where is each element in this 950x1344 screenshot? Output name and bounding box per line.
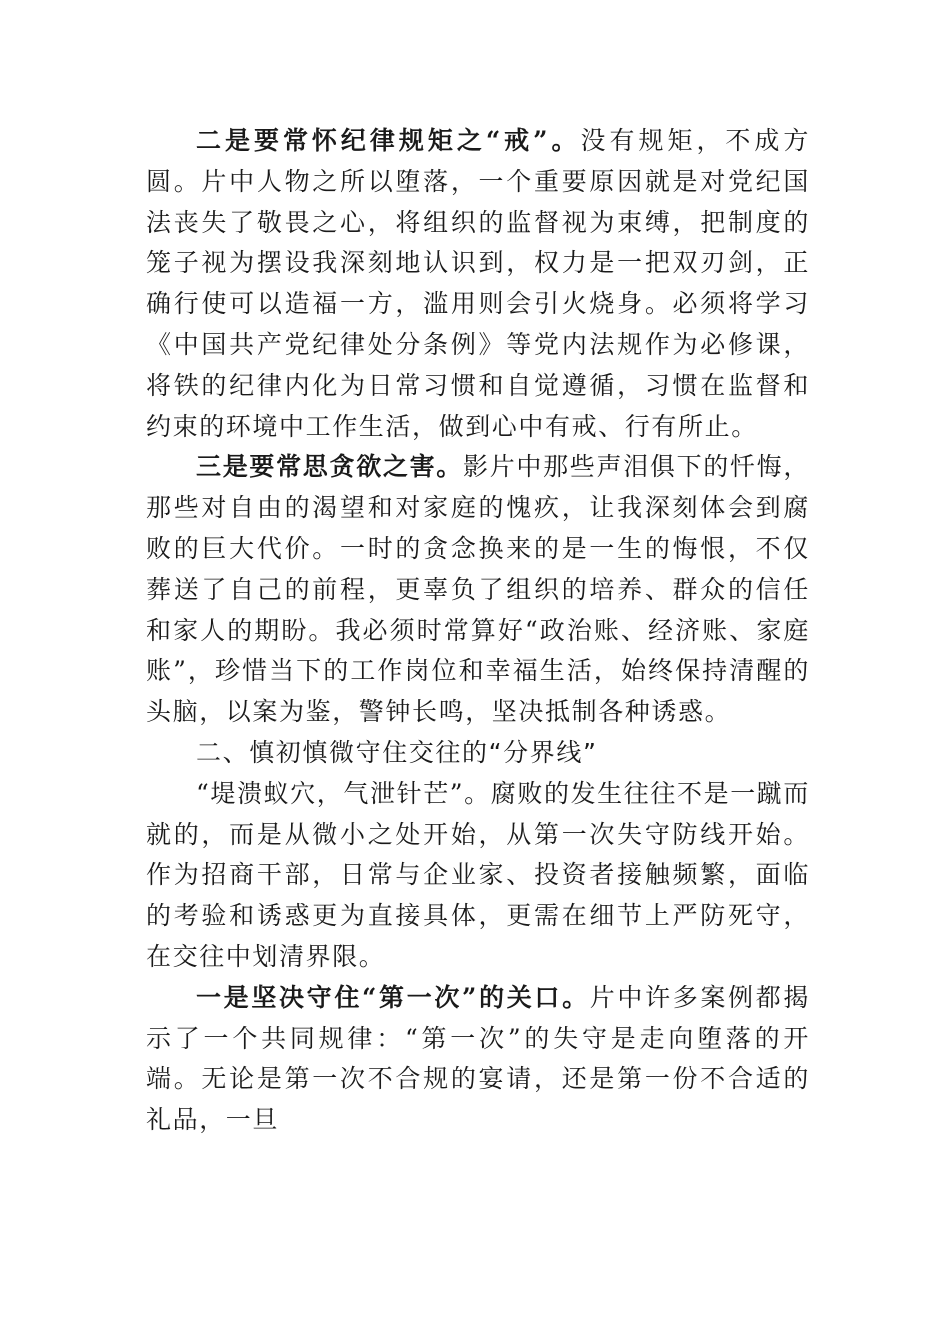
paragraph-text: “堤溃蚁穴，气泄针芒”。腐败的发生往往不是一蹴而就的，而是从微小之处开始，从第一次失守防线开始。作为招商干部，日常与企业家、投资者接触频繁，面临的考验和诱惑更为直接具体，更需在细节上严防死守，在交往中划清界限。 bbox=[146, 778, 810, 971]
paragraph-greed bbox=[146, 447, 810, 733]
paragraph-discipline bbox=[146, 121, 810, 447]
paragraph-lead: 三是要常思贪欲之害。 bbox=[196, 452, 463, 482]
paragraph-text: 片中许多案例都揭示了一个共同规律：“第一次”的失守是走向堕落的开端。无论是第一次不合规的宴请，还是第一份不合适的礼品，一旦 bbox=[146, 982, 810, 1135]
document-body bbox=[146, 121, 810, 1141]
paragraph-lead: 一是坚决守住“第一次”的关口。 bbox=[196, 982, 590, 1012]
paragraph-intro bbox=[146, 774, 810, 978]
paragraph-text: 影片中那些声泪俱下的忏悔，那些对自由的渴望和对家庭的愧疚，让我深刻体会到腐败的巨大代价。一时的贪念换来的是一生的悔恨，不仅葬送了自己的前程，更辜负了组织的培养、群众的信任和家人的期盼。我必须时常算好“政治账、经济账、家庭账”，珍惜当下的工作岗位和幸福生活，始终保持清醒的头脑，以案为鉴，警钟长鸣，坚决抵制各种诱惑。 bbox=[146, 452, 810, 727]
paragraph-lead: 二是要常怀纪律规矩之“戒”。 bbox=[196, 126, 581, 155]
paragraph-text: 没有规矩，不成方圆。片中人物之所以堕落，一个重要原因就是对党纪国法丧失了敬畏之心，将组织的监督视为束缚，把制度的笼子视为摆设我深刻地认识到，权力是一把双刃剑，正确行使可以造福一方，滥用则会引火烧身。必须将学习《中国共产党纪律处分条例》等党内法规作为必修课，将铁的纪律内化为日常习惯和自觉遵循，习惯在监督和约束的环境中工作生活，做到心中有戒、行有所止。 bbox=[146, 126, 810, 441]
paragraph-first-time bbox=[146, 978, 810, 1141]
section-heading: 二、慎初慎微守住交往的“分界线” bbox=[196, 737, 598, 767]
